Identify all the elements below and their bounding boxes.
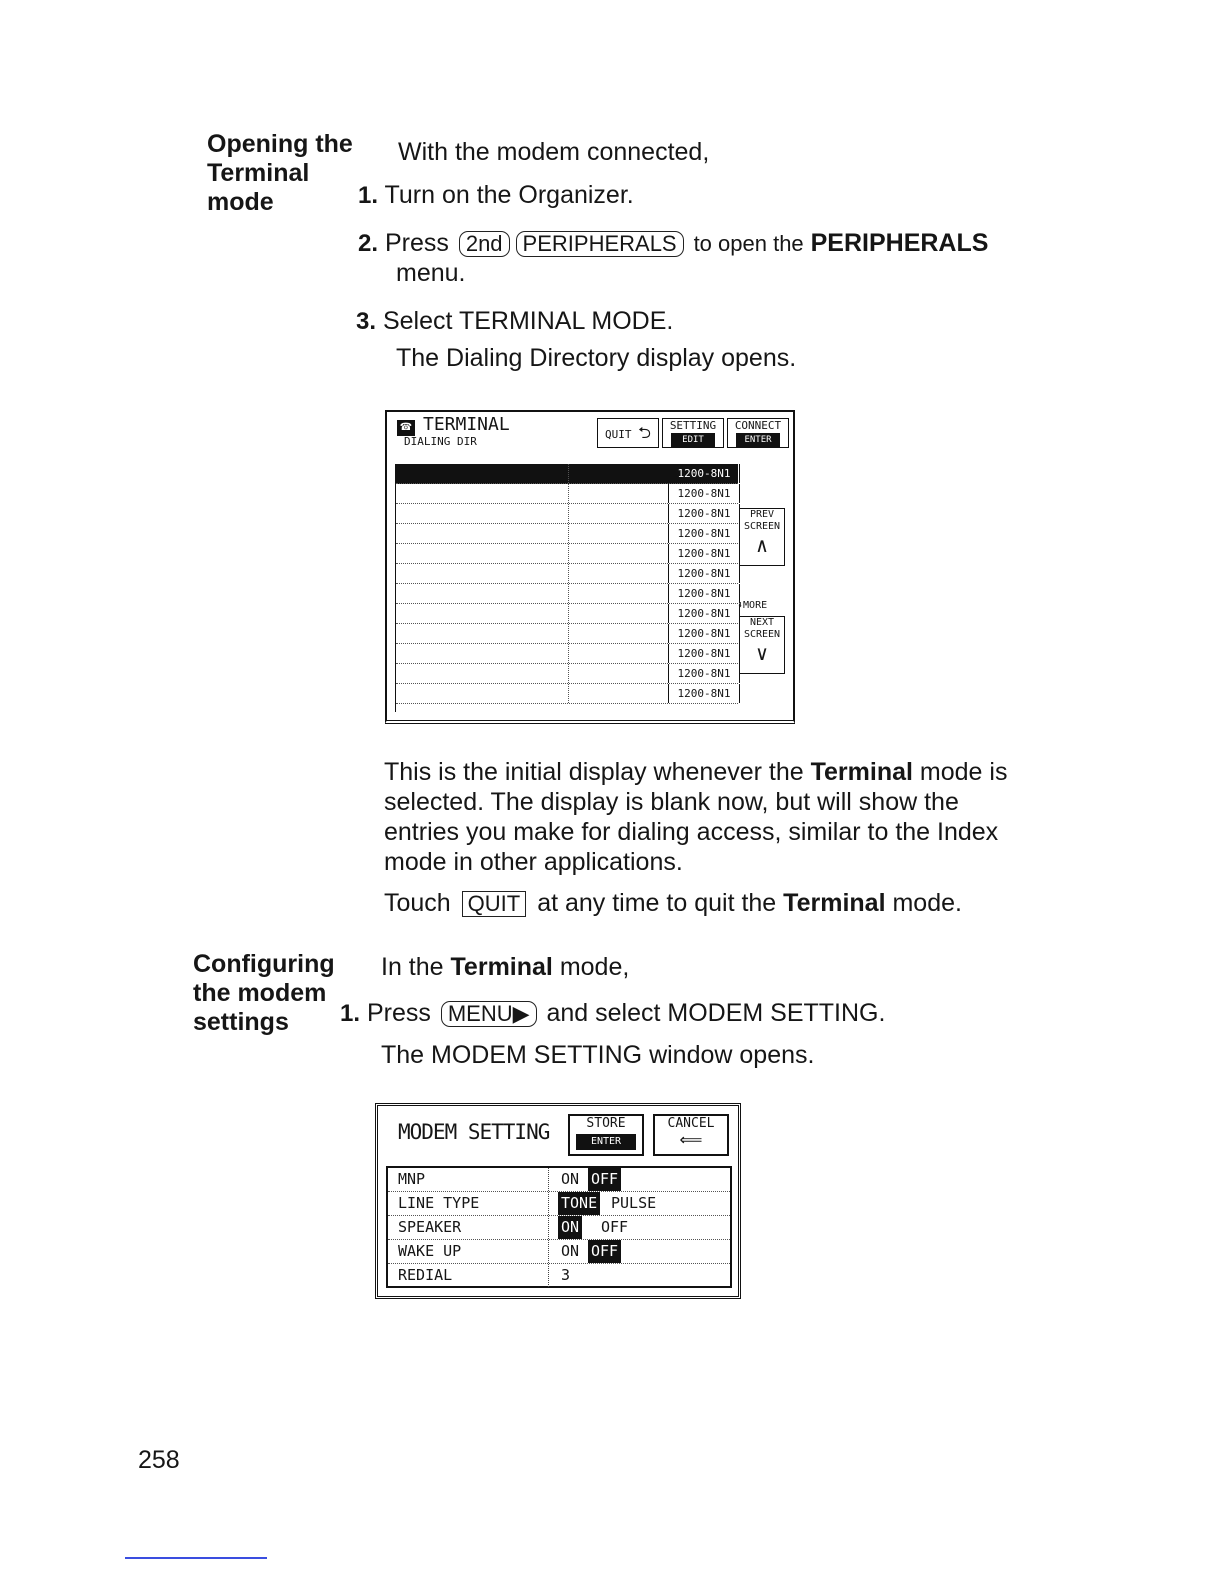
step-1 [340, 998, 885, 1029]
prev-screen-button[interactable] [739, 508, 785, 566]
text: In the [381, 953, 444, 981]
terminal-title: TERMINAL [423, 414, 510, 435]
chevron-up-icon: ∧ [755, 533, 769, 557]
list-item[interactable] [396, 684, 738, 704]
cancel-label: CANCEL [667, 1116, 715, 1131]
setting-label: WAKE UP [398, 1242, 462, 1260]
text: This is the initial display whenever the [384, 758, 804, 786]
text: at any time to quit the [537, 889, 777, 917]
edit-sublabel: EDIT [671, 433, 715, 447]
option-on[interactable]: ON [561, 1170, 580, 1188]
list-item[interactable] [396, 464, 738, 484]
prev-label: PREV [749, 509, 775, 520]
setting-label: LINE TYPE [398, 1194, 480, 1212]
quit-button[interactable] [597, 418, 659, 448]
list-item[interactable] [396, 584, 738, 604]
more-label: MORE [743, 600, 768, 611]
heading-line: Terminal [207, 159, 310, 187]
text: mode. [892, 889, 962, 917]
step-2 [358, 228, 1078, 259]
intro-text [381, 952, 629, 982]
setting-row-speaker[interactable] [388, 1216, 730, 1240]
setting-row-line-type[interactable] [388, 1192, 730, 1216]
terminal-icon: ☎ [397, 420, 415, 436]
step-bold: PERIPHERALS [810, 229, 989, 257]
baud-setting: 1200-8N1 [668, 544, 740, 563]
key-2nd: 2nd [459, 231, 510, 257]
baud-setting: 1200-8N1 [668, 564, 740, 583]
connect-label: CONNECT [734, 419, 782, 432]
screen-label: SCREEN [743, 629, 781, 640]
step-text: to open the [693, 231, 804, 256]
cancel-button[interactable] [653, 1114, 729, 1156]
option-off[interactable]: OFF [601, 1218, 629, 1236]
result-text: The Dialing Directory display opens. [396, 344, 797, 372]
setting-row-wake-up[interactable] [388, 1240, 730, 1264]
step-text: and select MODEM SETTING. [546, 999, 886, 1027]
step-1 [358, 180, 634, 211]
arrow-down-icon: ⬇ [737, 600, 744, 611]
option-tone[interactable]: TONE [558, 1192, 600, 1215]
text: mode, [559, 953, 630, 981]
touch-quit-line [384, 888, 962, 918]
setting-row-mnp[interactable] [388, 1168, 730, 1192]
section-heading-configuring [193, 950, 335, 1037]
connect-button[interactable] [727, 418, 789, 448]
list-item[interactable] [396, 664, 738, 684]
baud-setting: 1200-8N1 [668, 624, 740, 643]
option-off[interactable]: OFF [588, 1240, 621, 1263]
intro-text: With the modem connected, [398, 138, 710, 166]
bold-text: Terminal [450, 953, 553, 981]
list-item[interactable] [396, 604, 738, 624]
baud-setting: 1200-8N1 [668, 464, 740, 483]
option-off[interactable]: OFF [588, 1168, 621, 1191]
more-indicator [737, 600, 767, 611]
baud-setting: 1200-8N1 [668, 664, 740, 683]
step-2-line2: menu. [396, 259, 466, 287]
screen-label: SCREEN [743, 521, 781, 532]
step-text: Select TERMINAL MODE. [382, 307, 674, 335]
option-on[interactable]: ON [561, 1242, 580, 1260]
paragraph-line [384, 757, 1064, 787]
key-menu: MENU▶ [441, 1001, 537, 1027]
setting-button[interactable] [662, 418, 724, 448]
baud-setting: 1200-8N1 [668, 504, 740, 523]
option-on[interactable]: ON [558, 1216, 582, 1239]
setting-label: REDIAL [398, 1266, 453, 1284]
next-label: NEXT [749, 617, 775, 628]
chevron-down-icon: ∨ [755, 641, 769, 665]
step-number: 1. [358, 182, 379, 209]
paragraph-line: selected. The display is blank now, but will show the [384, 788, 959, 816]
setting-label: MNP [398, 1170, 426, 1188]
step-3 [356, 306, 673, 337]
list-item[interactable] [396, 484, 738, 504]
baud-setting: 1200-8N1 [668, 644, 740, 663]
option-pulse[interactable]: PULSE [611, 1194, 657, 1212]
text: mode is [919, 758, 1008, 786]
step-text: Press [384, 229, 449, 257]
result-text: The MODEM SETTING window opens. [381, 1041, 815, 1069]
heading-line: the modem [193, 979, 327, 1007]
baud-setting: 1200-8N1 [668, 524, 740, 543]
enter-sublabel: ENTER [736, 433, 780, 447]
bold-text: Terminal [810, 758, 913, 786]
setting-label: SPEAKER [398, 1218, 462, 1236]
list-item[interactable] [396, 544, 738, 564]
step-number: 1. [340, 1000, 361, 1027]
heading-line: settings [193, 1008, 289, 1036]
step-number: 2. [358, 230, 379, 257]
step-text: Turn on the Organizer. [384, 181, 634, 209]
list-item[interactable] [396, 524, 738, 544]
list-item[interactable] [396, 644, 738, 664]
text: Touch [384, 889, 451, 917]
description-paragraph [384, 757, 1064, 877]
store-button[interactable] [568, 1114, 644, 1156]
terminal-screen [385, 410, 795, 724]
bold-text: Terminal [783, 889, 886, 917]
list-item[interactable] [396, 624, 738, 644]
return-icon: ⮌ [638, 423, 651, 442]
setting-row-redial[interactable] [388, 1264, 730, 1287]
step-text: Press [366, 999, 431, 1027]
quit-label: QUIT [605, 428, 632, 441]
footer-rule [125, 1557, 267, 1559]
setting-label: SETTING [669, 419, 717, 432]
return-arrow-icon: ⟸ [679, 1130, 703, 1149]
store-label: STORE [586, 1116, 626, 1131]
redial-count[interactable]: 3 [561, 1266, 571, 1284]
modem-settings-table [386, 1166, 732, 1288]
heading-line: mode [207, 188, 274, 216]
paragraph-line: mode in other applications. [384, 848, 683, 876]
window-title: MODEM SETTING [398, 1120, 550, 1144]
next-screen-button[interactable] [739, 616, 785, 674]
heading-line: Opening the [207, 130, 353, 158]
baud-setting: 1200-8N1 [668, 604, 740, 623]
paragraph-line: entries you make for dialing access, similar to the Index [384, 818, 999, 846]
baud-setting: 1200-8N1 [668, 484, 740, 503]
list-item[interactable] [396, 504, 738, 524]
step-number: 3. [356, 308, 377, 335]
section-heading-opening [207, 130, 353, 217]
dialing-directory-list [395, 464, 738, 712]
enter-sublabel: ENTER [576, 1134, 636, 1150]
page-number: 258 [138, 1446, 180, 1474]
baud-setting: 1200-8N1 [668, 584, 740, 603]
modem-setting-window [375, 1103, 741, 1299]
key-peripherals: PERIPHERALS [516, 231, 684, 257]
heading-line: Configuring [193, 950, 335, 978]
quit-key: QUIT [462, 891, 527, 917]
terminal-subtitle: DIALING DIR [404, 435, 477, 448]
list-item[interactable] [396, 564, 738, 584]
baud-setting: 1200-8N1 [668, 684, 740, 703]
